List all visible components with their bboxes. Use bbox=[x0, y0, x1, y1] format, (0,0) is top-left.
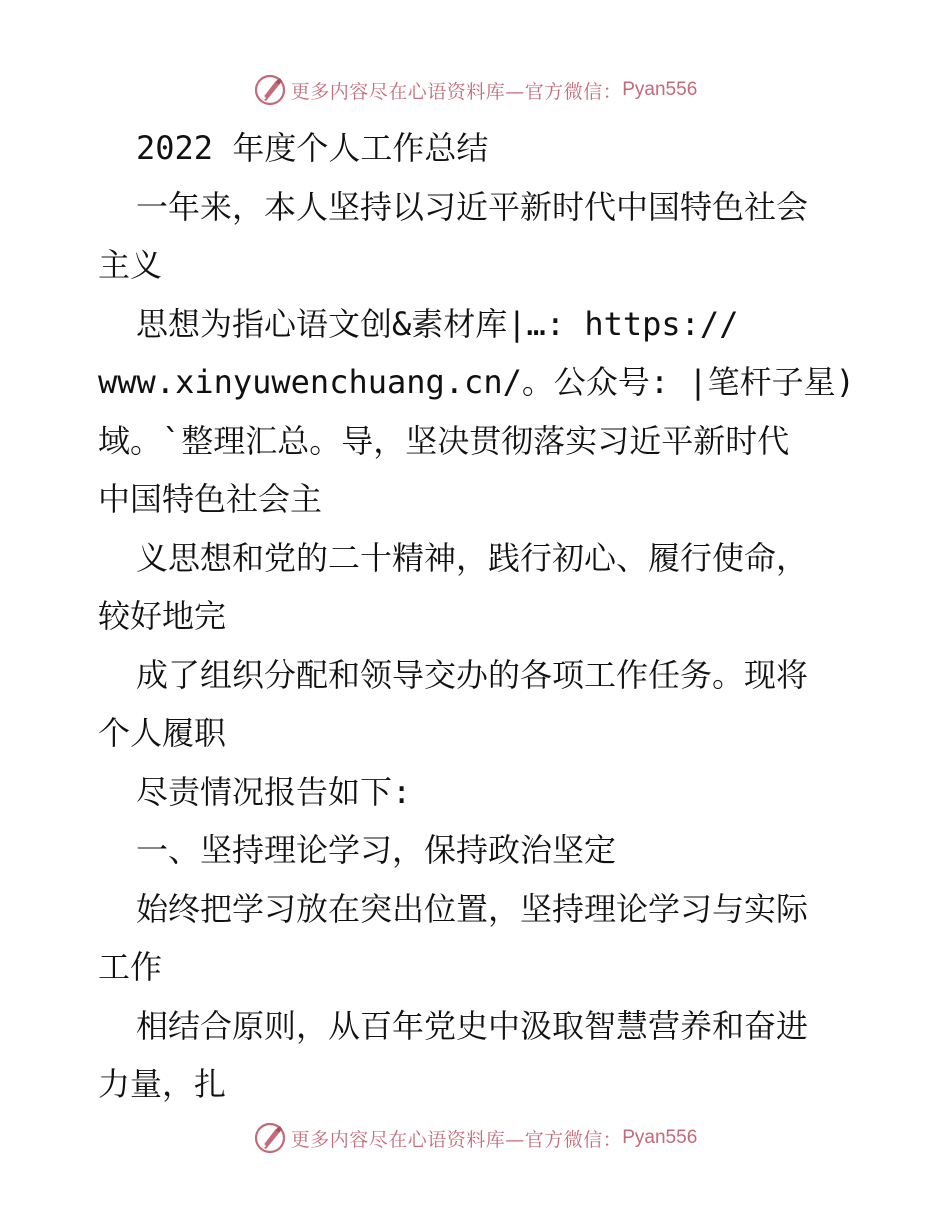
footer-wechat-id: Pyan556 bbox=[622, 1127, 698, 1148]
paragraph-line: 成了组织分配和领导交办的各项工作任务。现将 bbox=[136, 655, 809, 694]
paragraph-line: 始终把学习放在突出位置，坚持理论学习与实际 bbox=[136, 889, 809, 928]
paragraph-line: 相结合原则，从百年党史中汲取智慧营养和奋进 bbox=[136, 1006, 809, 1045]
paragraph-line: 域。`整理汇总。导，坚决贯彻落实习近平新时代 bbox=[98, 421, 790, 460]
paragraph-line: 尽责情况报告如下: bbox=[136, 772, 412, 811]
doc-title: 2022 年度个人工作总结 bbox=[136, 129, 489, 167]
quill-pen-logo-icon bbox=[253, 1121, 287, 1155]
document-body bbox=[98, 119, 878, 1114]
header-banner-text: 更多内容尽在心语资料库—官方微信： bbox=[290, 80, 623, 103]
paragraph-line: 一年来，本人坚持以习近平新时代中国特色社会 bbox=[136, 187, 809, 226]
paragraph-line: 较好地完 bbox=[98, 597, 227, 635]
paragraph-line: 个人履职 bbox=[98, 714, 227, 752]
paragraph-line: 思想为指心语文创&素材库|…: https:// bbox=[136, 304, 739, 343]
footer-banner-text: 更多内容尽在心语资料库—官方微信： bbox=[290, 1128, 623, 1151]
paragraph-line: 义思想和党的二十精神，践行初心、履行使命， bbox=[136, 538, 809, 577]
paragraph-line: 力量，扎 bbox=[98, 1065, 227, 1103]
paragraph-line: 主义 bbox=[98, 246, 163, 284]
quill-pen-logo-icon bbox=[253, 73, 287, 107]
header-banner bbox=[0, 70, 950, 110]
section-heading: 一、坚持理论学习，保持政治坚定 bbox=[136, 831, 617, 869]
paragraph-line: 工作 bbox=[98, 948, 163, 986]
footer-banner bbox=[0, 1118, 950, 1158]
paragraph-line: www.xinyuwenchuang.cn/。公众号: |笔杆子星) bbox=[98, 363, 855, 401]
paragraph-line: 中国特色社会主 bbox=[98, 480, 323, 518]
header-wechat-id: Pyan556 bbox=[622, 79, 698, 100]
